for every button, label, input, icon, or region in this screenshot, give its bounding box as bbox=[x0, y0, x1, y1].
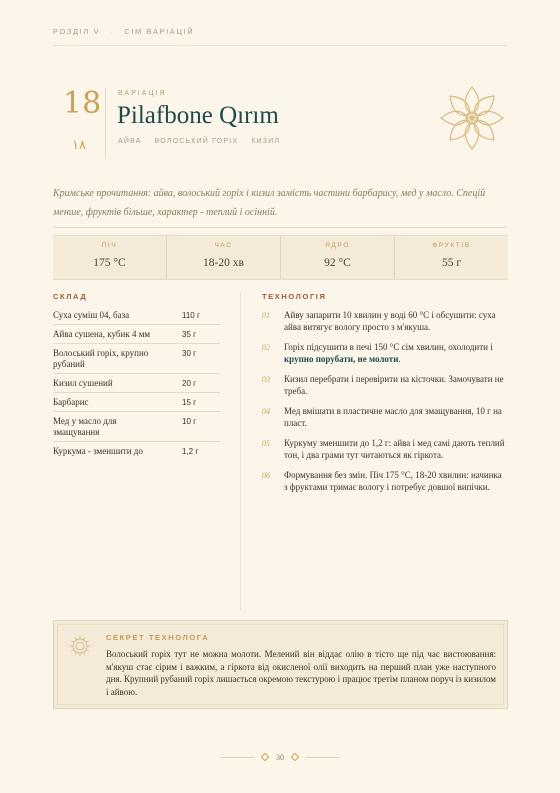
step-text: Мед вмішати в пластичне масло для змащування, 10 г на пласт. bbox=[284, 406, 502, 428]
recipe-number-alt: ١٨ bbox=[72, 138, 86, 153]
tag-quince: АЙВА bbox=[118, 138, 142, 145]
list-item bbox=[53, 306, 220, 325]
secret-box bbox=[53, 620, 508, 709]
step-text: Куркуму зменшити до 1,2 г: айва і мед самі дають теплий тон, і два грами тут читаються як гіркота. bbox=[284, 438, 505, 460]
recipe-title: Pilafbone Qırım bbox=[117, 102, 279, 129]
step-number: 02 bbox=[262, 343, 270, 352]
column-divider bbox=[240, 292, 241, 610]
ingredient-qty: 20 г bbox=[182, 379, 197, 388]
list-item bbox=[53, 412, 220, 442]
list-item bbox=[53, 374, 220, 393]
recipe-eyebrow: ВАРІАЦІЯ bbox=[118, 90, 167, 97]
footer-line-right bbox=[306, 757, 340, 758]
ingredient-qty: 10 г bbox=[182, 417, 197, 426]
list-item bbox=[53, 393, 220, 412]
stat-value: 55 г bbox=[441, 257, 462, 269]
ingredient-name: Мед у масло для змащування bbox=[53, 416, 117, 437]
step-number: 03 bbox=[262, 375, 270, 384]
stat-core bbox=[281, 236, 395, 279]
ingredient-qty: 15 г bbox=[182, 398, 197, 407]
step-number: 01 bbox=[262, 311, 270, 320]
step-number: 04 bbox=[262, 407, 270, 416]
ingredient-qty: 1,2 г bbox=[182, 447, 199, 456]
list-item bbox=[53, 325, 220, 344]
stats-bar bbox=[53, 235, 508, 280]
step-item bbox=[262, 469, 508, 493]
step-number: 06 bbox=[262, 471, 270, 480]
ingredient-name: Суха суміш 04, база bbox=[53, 310, 130, 320]
stat-value: 175 °C bbox=[93, 257, 126, 269]
step-item bbox=[262, 373, 508, 397]
recipe-number: 18 bbox=[63, 86, 102, 121]
step-text-main: Горіх підсушити в печі 150 °C сім хвилин, охолодити і bbox=[284, 342, 493, 352]
chapter-label: СІМ ВАРІАЦІЙ bbox=[124, 27, 195, 36]
ingredient-qty: 30 г bbox=[182, 349, 197, 358]
section-label: РОЗДІЛ V bbox=[53, 27, 101, 36]
list-item bbox=[53, 442, 220, 460]
ingredient-qty: 35 г bbox=[182, 330, 197, 339]
stat-time bbox=[167, 236, 281, 279]
ingredients-heading: СКЛАД bbox=[53, 292, 88, 301]
header-divider bbox=[53, 45, 507, 46]
stat-oven bbox=[53, 236, 167, 279]
number-divider bbox=[105, 88, 106, 158]
stat-value: 92 °C bbox=[324, 257, 351, 269]
diamond-icon bbox=[291, 753, 299, 761]
list-item bbox=[53, 344, 220, 374]
secret-heading: СЕКРЕТ ТЕХНОЛОГА bbox=[106, 633, 210, 642]
recipe-intro: Кримське прочитання: айва, волоський горіх і кизил замість частини барбарису, мед у масло. Спецій менше, фруктів більше, характер - теплий і осінній. bbox=[53, 188, 486, 218]
step-item bbox=[262, 341, 508, 365]
step-text-tail: . bbox=[398, 354, 401, 364]
page-number: 30 bbox=[276, 752, 284, 762]
tag-walnut: ВОЛОСЬКИЙ ГОРІХ bbox=[154, 138, 239, 145]
ingredient-name: Волоський горіх, крупно рубаний bbox=[53, 348, 149, 369]
header-separator: · bbox=[110, 27, 115, 36]
step-text: Айву запарити 10 хвилин у воді 60 °C і обсушити: суха айва витягує вологу просто з м'якуша. bbox=[284, 310, 496, 332]
step-item bbox=[262, 405, 508, 429]
secret-text: Волоський горіх тут не можна молоти. Мелений він віддає олію в тісто ще під час вистоювання: м'якуш стає сірим і важким, а гіркота від окисленої олії виходить на перший план уже наступного дня. Крупний рубаний горіх лишається окремою текстурою і працює третім планом поруч із кизилом і айвою. bbox=[106, 649, 496, 697]
intro-divider bbox=[53, 227, 507, 228]
tag-cornel: КИЗИЛ bbox=[251, 138, 281, 145]
step-text-bold: крупно порубати, не молоти bbox=[284, 354, 399, 364]
stat-label: ЯДРО bbox=[325, 242, 350, 249]
running-header bbox=[53, 27, 507, 36]
ingredient-name: Айва сушена, кубик 4 мм bbox=[53, 329, 151, 339]
stat-label: ФРУКТІВ bbox=[432, 242, 471, 249]
step-text: Формування без змін. Піч 175 °C, 18-20 хвилин: начинка з фруктами тримає вологу і потребує довшої випічки. bbox=[284, 470, 502, 492]
ingredient-name: Кизил сушений bbox=[53, 378, 113, 388]
step-item bbox=[262, 437, 508, 461]
recipe-tags bbox=[118, 138, 280, 145]
step-text: Кизил перебрати і перевірити на кісточки. Замочувати не треба. bbox=[284, 374, 504, 396]
diamond-icon bbox=[261, 753, 269, 761]
technology-steps bbox=[262, 309, 508, 501]
footer-line-left bbox=[220, 757, 254, 758]
lotus-flower-icon bbox=[437, 83, 507, 153]
ingredient-qty: 110 г bbox=[182, 311, 200, 320]
stat-label: ЧАС bbox=[214, 242, 233, 249]
step-number: 05 bbox=[262, 439, 270, 448]
ingredients-list bbox=[53, 306, 220, 460]
stat-value: 18-20 хв bbox=[203, 257, 244, 269]
ingredient-name: Барбарис bbox=[53, 397, 89, 407]
step-item bbox=[262, 309, 508, 333]
page-footer bbox=[218, 751, 342, 763]
sun-mandala-icon bbox=[69, 635, 91, 657]
stat-label: ПІЧ bbox=[101, 242, 118, 249]
technology-heading: ТЕХНОЛОГІЯ bbox=[262, 292, 327, 301]
ingredient-name: Куркума - зменшити до bbox=[53, 446, 143, 456]
step-text bbox=[284, 341, 506, 365]
stat-fruits bbox=[395, 236, 508, 279]
